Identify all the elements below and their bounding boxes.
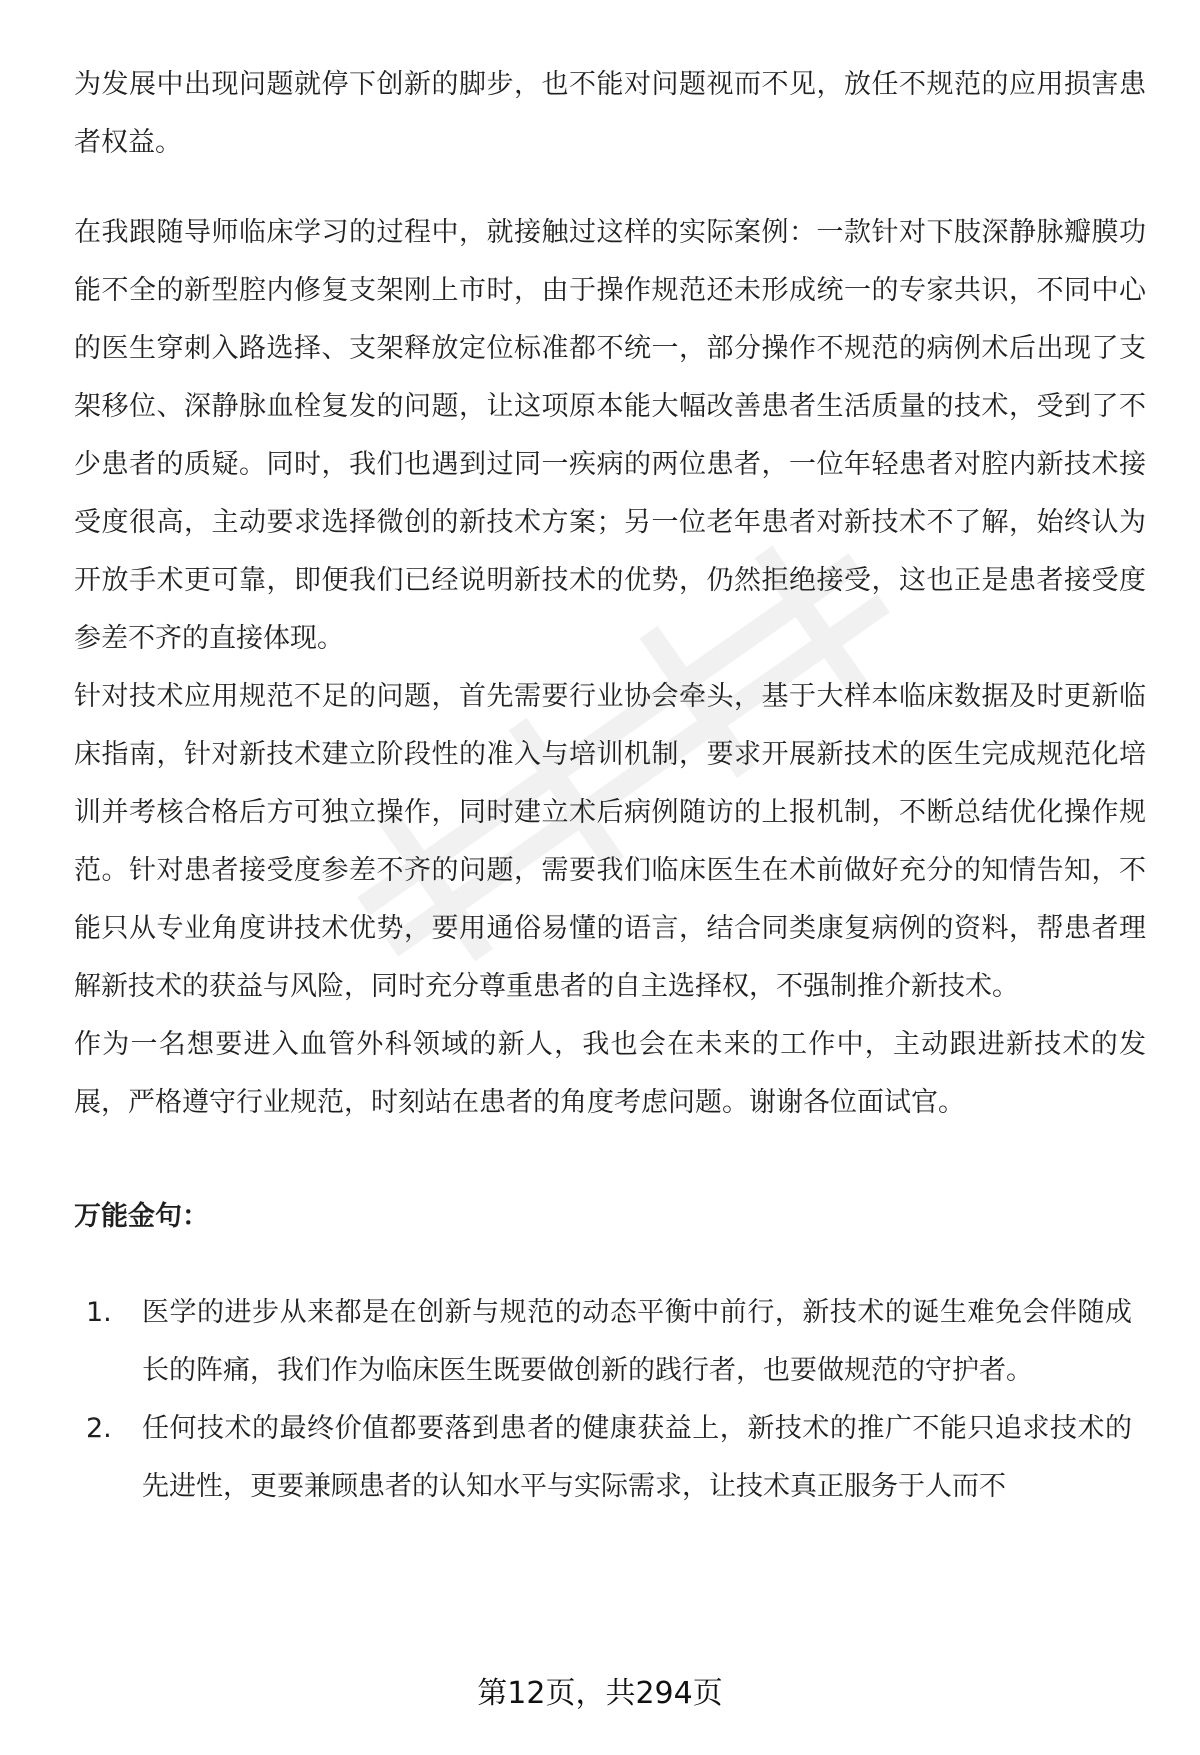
paragraph-closing: 作为一名想要进入血管外科领域的新人，我也会在未来的工作中，主动跟进新技术的发展，严格遵守行业规范，时刻站在患者的角度考虑问题。谢谢各位面试官。 <box>74 1029 1146 1118</box>
golden-sentences-list <box>74 1284 1146 1516</box>
list-item-number: 1. <box>86 1297 112 1328</box>
list-item <box>86 1400 1146 1516</box>
list-item-text: 任何技术的最终价值都要落到患者的健康获益上，新技术的推广不能只追求技术的先进性，更要兼顾患者的认知水平与实际需求，让技术真正服务于人而不 <box>142 1413 1132 1502</box>
document-body <box>74 56 1146 1516</box>
list-item <box>86 1284 1146 1400</box>
section-heading: 万能金句： <box>74 1201 209 1232</box>
page-number-footer: 第12页，共294页 <box>477 1676 723 1711</box>
paragraph-case: 在我跟随导师临床学习的过程中，就接触过这样的实际案例：一款针对下肢深静脉瓣膜功能不全的新型腔内修复支架刚上市时，由于操作规范还未形成统一的专家共识，不同中心的医生穿刺入路选择、支架释放定位标准都不统一，部分操作不规范的病例术后出现了支架移位、深静脉血栓复发的问题，让这项原本能大幅改善患者生活质量的技术，受到了不少患者的质疑。同时，我们也遇到过同一疾病的两位患者，一位年轻患者对腔内新技术接受度很高，主动要求选择微创的新技术方案；另一位老年患者对新技术不了解，始终认为开放手术更可靠，即便我们已经说明新技术的优势，仍然拒绝接受，这也正是患者接受度参差不齐的直接体现。 <box>74 217 1146 654</box>
paragraph-intro: 为发展中出现问题就停下创新的脚步，也不能对问题视而不见，放任不规范的应用损害患者权益。 <box>74 69 1146 158</box>
list-item-text: 医学的进步从来都是在创新与规范的动态平衡中前行，新技术的诞生难免会伴随成长的阵痛，我们作为临床医生既要做创新的践行者，也要做规范的守护者。 <box>142 1297 1132 1386</box>
paragraph-solution: 针对技术应用规范不足的问题，首先需要行业协会牵头，基于大样本临床数据及时更新临床指南，针对新技术建立阶段性的准入与培训机制，要求开展新技术的医生完成规范化培训并考核合格后方可独立操作，同时建立术后病例随访的上报机制，不断总结优化操作规范。针对患者接受度参差不齐的问题，需要我们临床医生在术前做好充分的知情告知，不能只从专业角度讲技术优势，要用通俗易懂的语言，结合同类康复病例的资料，帮患者理解新技术的获益与风险，同时充分尊重患者的自主选择权，不强制推介新技术。 <box>74 681 1146 1002</box>
list-item-number: 2. <box>86 1413 112 1444</box>
